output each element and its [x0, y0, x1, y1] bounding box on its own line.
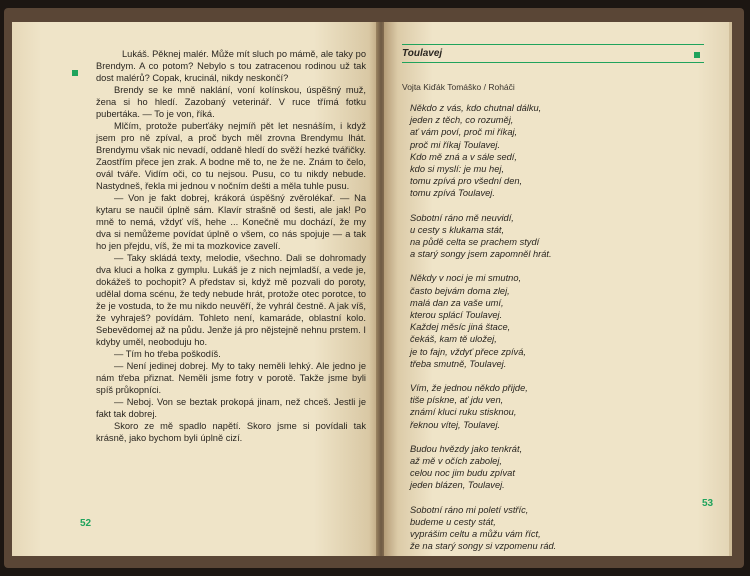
page-number: 52 [80, 518, 92, 529]
verse-line: tomu zpívá pro všední den, [410, 176, 523, 187]
paragraph: Mlčím, protože puberťáky nejmíň pět let nesnáším, i když jsem pro ně zpíval, a proč bych měl zrovna Brendymu lhát. Brendymu však nic nevadí, oddaně hledí do svěží hezké tvářičky. Zaostřím přece jen zrak. A bodne mě to, ne že ne. Znám to čelo, ovál tváře. Vidím oči, co tu nejsou. Pusu, co tu nikdy nebude. Nastydneš, řekla mi jednou v nočním dešti a měla tuhle pusu. [96, 121, 366, 191]
verse-line: proč mi říkaj Toulavej. [410, 139, 501, 150]
verse-line: Sobotní ráno mě neuvidí, [410, 212, 514, 223]
verse-line: budeme u cesty stát, [410, 516, 496, 527]
song-lyrics [410, 102, 710, 556]
verse-line: na půdě celta se prachem stydí [410, 237, 540, 248]
verse-line: jeden blázen, Toulavej. [410, 480, 505, 491]
verse-line: Budou hvězdy jako tenkrát, [410, 443, 523, 454]
verse-line: malá dan za vaše umí, [410, 297, 504, 308]
page-number: 53 [702, 498, 714, 509]
verse-line: kterou splácí Toulavej. [410, 310, 503, 321]
verse-line: Kdo mě zná a v sále sedí, [410, 151, 517, 162]
stanza [410, 212, 710, 261]
verse-line: vyprášim celtu a můžu vám říct, [410, 529, 541, 540]
verse-line: třeba smutně, Toulavej. [410, 358, 507, 369]
running-head-rule [402, 44, 704, 45]
verse-line: čekáš, kam tě uložej, [410, 334, 497, 345]
verse-line: Někdo z vás, kdo chutnal dálku, [410, 103, 542, 113]
verse-line: že na starý songy si vzpomenu rád. [410, 541, 557, 552]
stanza [410, 102, 710, 200]
verse-line: jeden z těch, co rozuměj, [410, 115, 514, 126]
green-marker-icon [72, 70, 78, 76]
verse-line: a starý songy jsem zapomněl hrát. [410, 249, 552, 260]
right-page [384, 22, 732, 556]
verse-line: tiše pískne, ať jdu ven, [410, 395, 504, 406]
song-credit: Vojta Kiďák Tomáško / Roháči [402, 82, 515, 92]
verse-line: je to fajn, vždyť přece zpívá, [410, 346, 526, 357]
paragraph: Brendy se ke mně naklání, voní kolínskou, úspěšný muž, žena si ho hledí. Zazobaný veterinář. V ruce třímá fotku pubertáka. — To je von, říká. [96, 85, 366, 119]
paragraph: — Není jedinej dobrej. My to taky neměli lehký. Ale jedno je nám třeba přiznat. Neměli jsme fotry v porotě. Takže jsme byli spíš průkopníci. [96, 361, 366, 395]
verse-line: celou noc jim budu zpívat [410, 468, 515, 479]
green-marker-icon [694, 52, 700, 58]
verse-line: řeknou vítej, Toulavej. [410, 419, 501, 430]
verse-line: ať vám poví, proč mi říkaj, [410, 127, 518, 138]
paragraph: — Tím ho třeba poškodíš. [114, 349, 221, 359]
verse-line: Sobotní ráno mi poletí vstříc, [410, 504, 529, 515]
verse-line: Každej měsíc jiná štace, [410, 322, 511, 333]
verse-line: Vím, že jednou někdo přijde, [410, 383, 528, 394]
verse-line: často bejvám doma zlej, [410, 285, 510, 296]
page-edge [729, 22, 732, 556]
verse-line: až mě v očích zabolej, [410, 456, 502, 467]
left-page-text [96, 48, 366, 444]
paragraph: — Taky skládá texty, melodie, všechno. Dali se dohromady dva kluci a holka z gymplu. Lukáš je z nich nejmladší, a vede je, dokážeš to pochopit? A představ si, když mě pozvali do poroty, udělal doma scénu, že tedy nebude hrát, protože otec porotce, to že je vostuda, to že mu nikdo neuvěří, že vyhrál čestně. A jak víš, že vyhraješ? povídám. Tohleto není, kamaráde, oblastní kolo. Sebevědomej až na půdu. Jenže já pro nějstejně nehnu prstem. I kdyby uměl, neoboduju ho. [96, 253, 366, 347]
running-head-rule [402, 62, 704, 63]
paragraph: Skoro ze mě spadlo napětí. Skoro jsme si povídali tak krásně, jako bychom byli úplně cizí. [96, 421, 366, 443]
verse-line: kdo si myslí: je mu hej, [410, 164, 505, 175]
paragraph: Lukáš. Pěknej malér. Může mít sluch po mámě, ale taky po Brendym. A co potom? Nebylo s tou zatracenou rodinou už tak dost malérů? Copak, krucinál, nikdy neskončí? [96, 49, 366, 83]
verse-line: tomu zpívá Toulavej. [410, 188, 495, 199]
verse-line: známí kluci ruku stisknou, [410, 407, 517, 418]
stanza [410, 443, 710, 492]
running-head: Toulavej [402, 48, 443, 59]
stanza [410, 382, 710, 431]
paragraph: — Von je fakt dobrej, krákorá úspěšný zvěrolékař. — Na kytaru se naučil úplně sám. Klavír strašně od šesti, ale jak! Po mně to nemá, vždyť víš, hehe ... Konečně mu dochází, že my dva si nemůžeme povídat úplně o všem, co nás spojuje — a tak ho jen přejdu, víš, že mi ta mozkovice zavelí. [96, 193, 366, 251]
paragraph: — Neboj. Von se beztak prokopá jinam, než chceš. Jestli je fakt tak dobrej. [96, 397, 366, 419]
book-spread [4, 8, 744, 568]
left-page [12, 22, 380, 556]
stanza [410, 272, 710, 370]
verse-line: Někdy v noci je mi smutno, [410, 273, 522, 284]
stanza [410, 504, 710, 553]
verse-line: u cesty s klukama stát, [410, 224, 505, 235]
